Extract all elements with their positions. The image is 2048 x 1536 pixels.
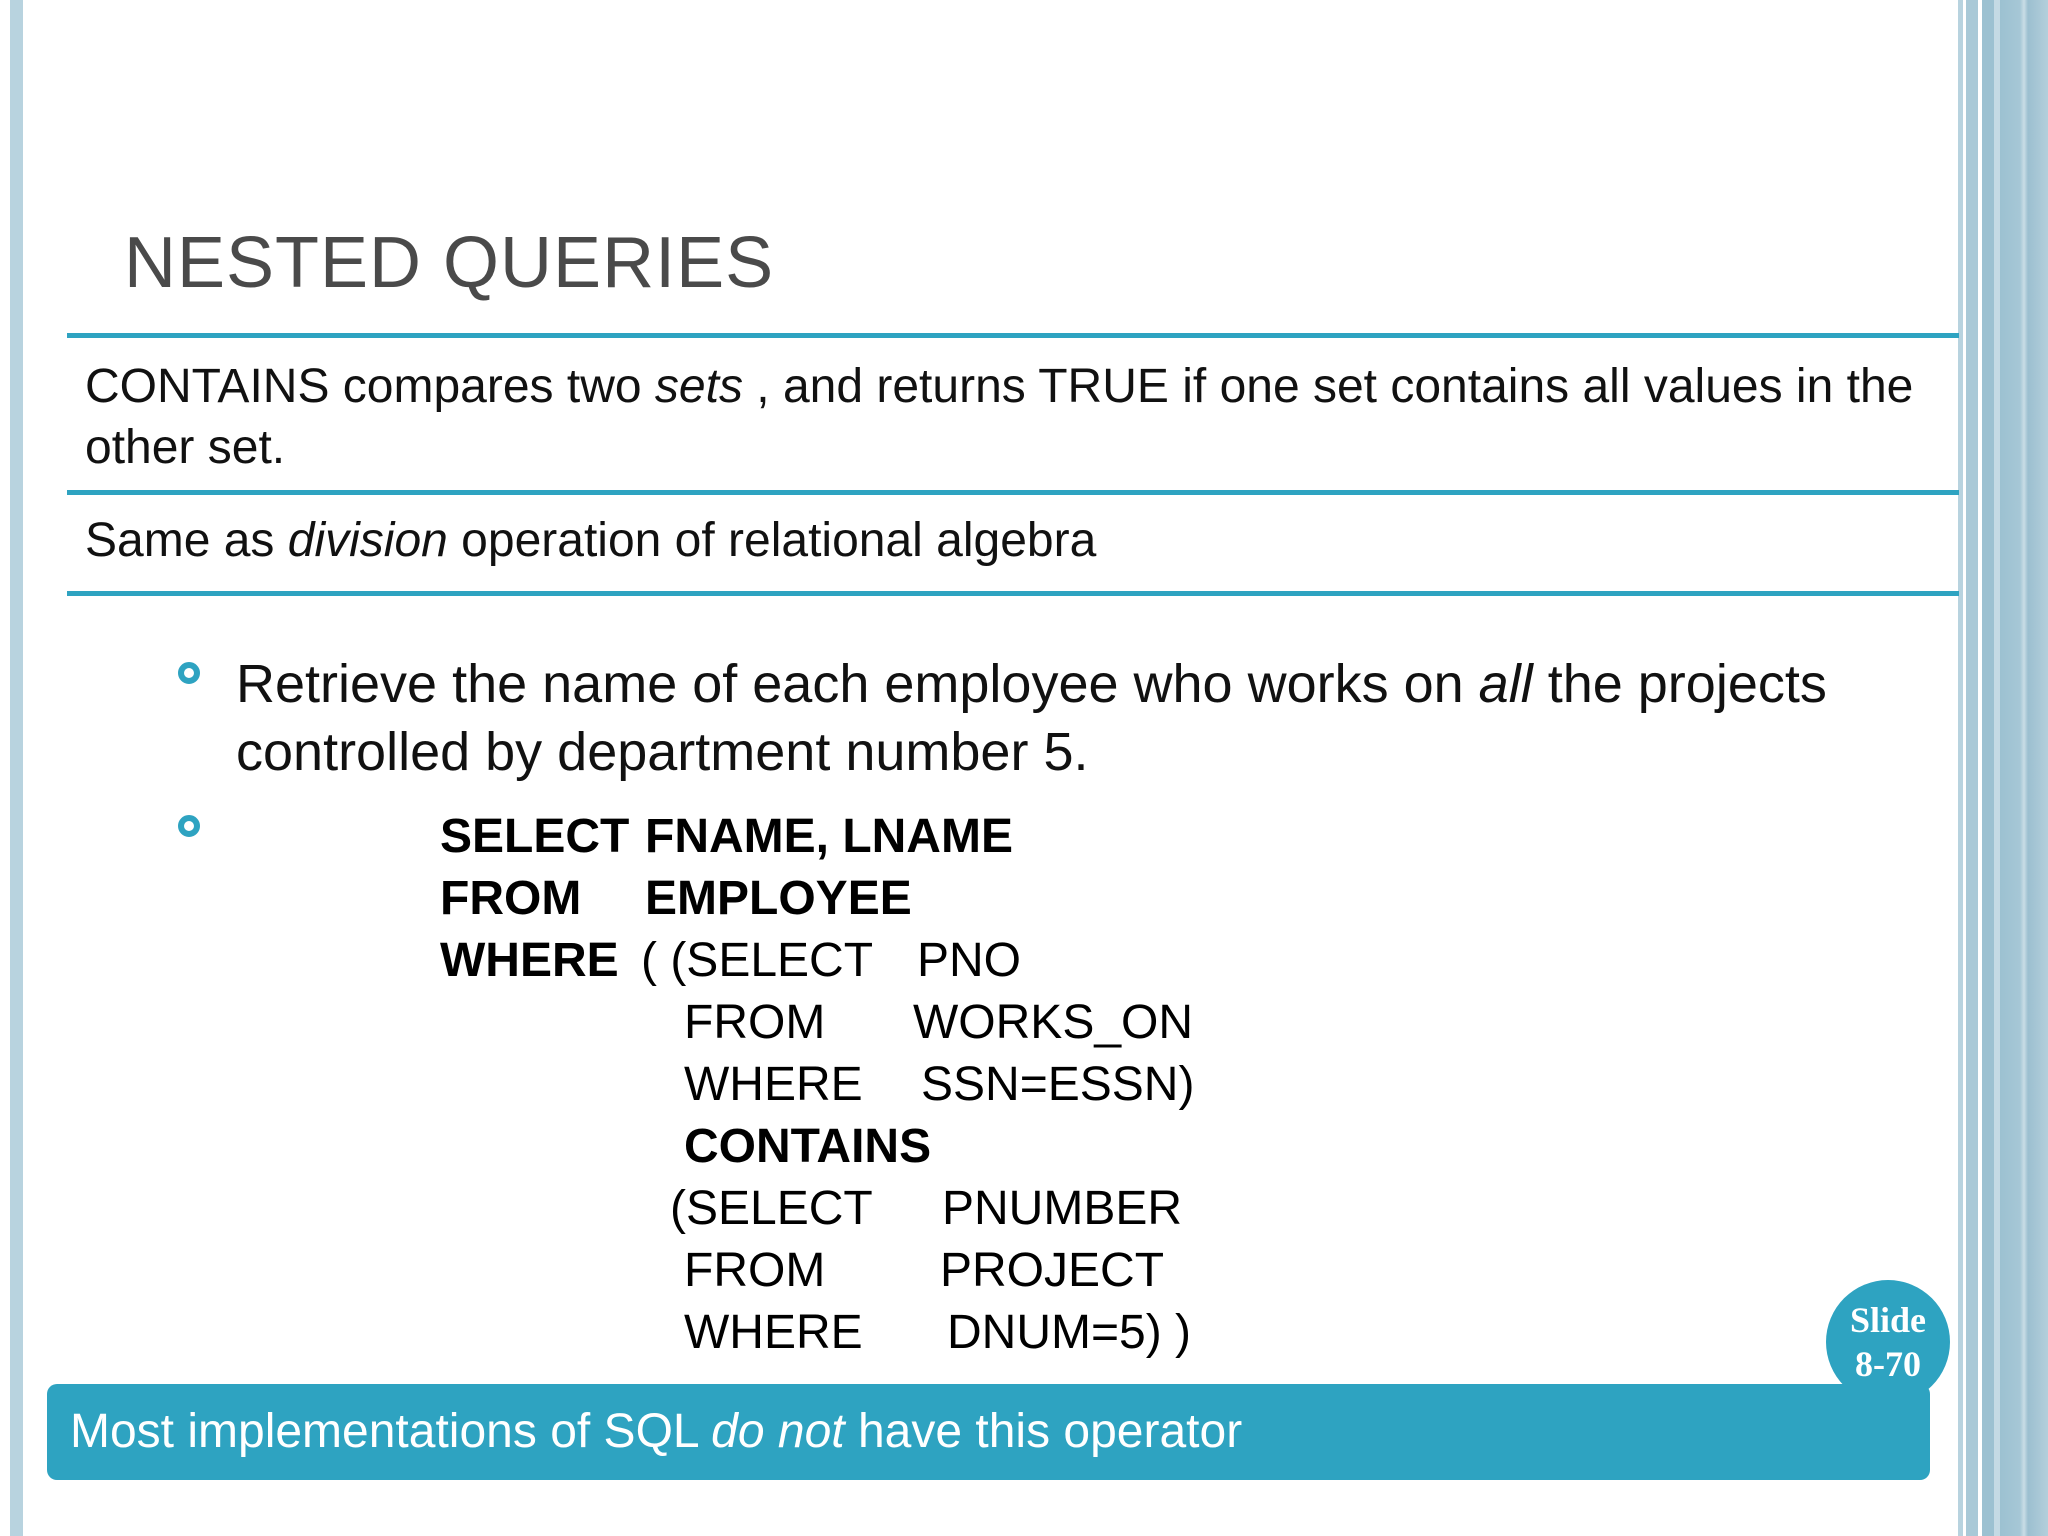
bullet-query-description (236, 650, 1836, 786)
sql-select-columns: FNAME, LNAME (645, 810, 1013, 863)
sql-subquery2-select: (SELECT (670, 1182, 873, 1235)
sql-subquery2-from: FROM (684, 1244, 826, 1297)
bullet-circle-icon (178, 662, 200, 684)
sql-subquery1-select: ( (SELECT (641, 934, 874, 987)
contains-definition-emphasis: sets (654, 360, 743, 413)
sql-contains-keyword: CONTAINS (684, 1120, 932, 1173)
bullet-text: Retrieve the name of each employee who works on (236, 654, 1479, 714)
sql-subquery1-where: WHERE (684, 1058, 863, 1111)
slide-title: NESTED QUERIES (124, 223, 775, 303)
sql-from-table: EMPLOYEE (645, 872, 912, 925)
sql-subquery2-table: PROJECT (940, 1244, 1165, 1297)
frame-stripe-right-middle (1966, 0, 1978, 1536)
frame-stripe-right-inner (1958, 0, 1963, 1536)
sql-subquery1-condition: SSN=ESSN) (921, 1058, 1195, 1111)
contains-definition-text-end: , and returns TRUE if one set contains all values in the other set. (85, 360, 1914, 474)
frame-stripe-right-outer (1980, 0, 2048, 1536)
sql-subquery1-from: FROM (684, 996, 826, 1049)
frame-stripe-left (10, 0, 23, 1536)
divider-line (67, 333, 1959, 338)
sql-subquery2-where: WHERE (684, 1306, 863, 1359)
sql-where-keyword: WHERE (440, 934, 619, 987)
slide-badge-number: 8-70 (1855, 1344, 1921, 1384)
sql-subquery1-column: PNO (917, 934, 1022, 987)
footer-emphasis: do not (711, 1405, 845, 1458)
bullet-emphasis: all (1478, 654, 1533, 714)
footer-callout-text (70, 1404, 1242, 1460)
slide-badge-label: Slide (1849, 1300, 1927, 1340)
footer-text-end: have this operator (844, 1405, 1243, 1458)
footer-text: Most implementations of SQL (70, 1405, 712, 1458)
sql-subquery2-column: PNUMBER (942, 1182, 1183, 1235)
footer-callout (47, 1384, 1930, 1480)
division-note-emphasis: division (287, 514, 448, 567)
sql-subquery2-condition: DNUM=5) ) (947, 1306, 1192, 1359)
divider-line (67, 490, 1959, 495)
bullet-circle-icon (178, 815, 200, 837)
divider-line (67, 591, 1959, 596)
contains-definition-text: CONTAINS compares two (85, 360, 655, 413)
sql-select-keyword: SELECT (440, 810, 630, 863)
sql-subquery1-table: WORKS_ON (913, 996, 1194, 1049)
sql-from-keyword: FROM (440, 872, 582, 925)
division-note-text-end: operation of relational algebra (447, 514, 1097, 567)
contains-definition (85, 356, 1945, 478)
bullet-text-end: the projects controlled by department number 5. (236, 654, 1827, 782)
division-note-text: Same as (85, 514, 288, 567)
division-note (85, 510, 1945, 571)
